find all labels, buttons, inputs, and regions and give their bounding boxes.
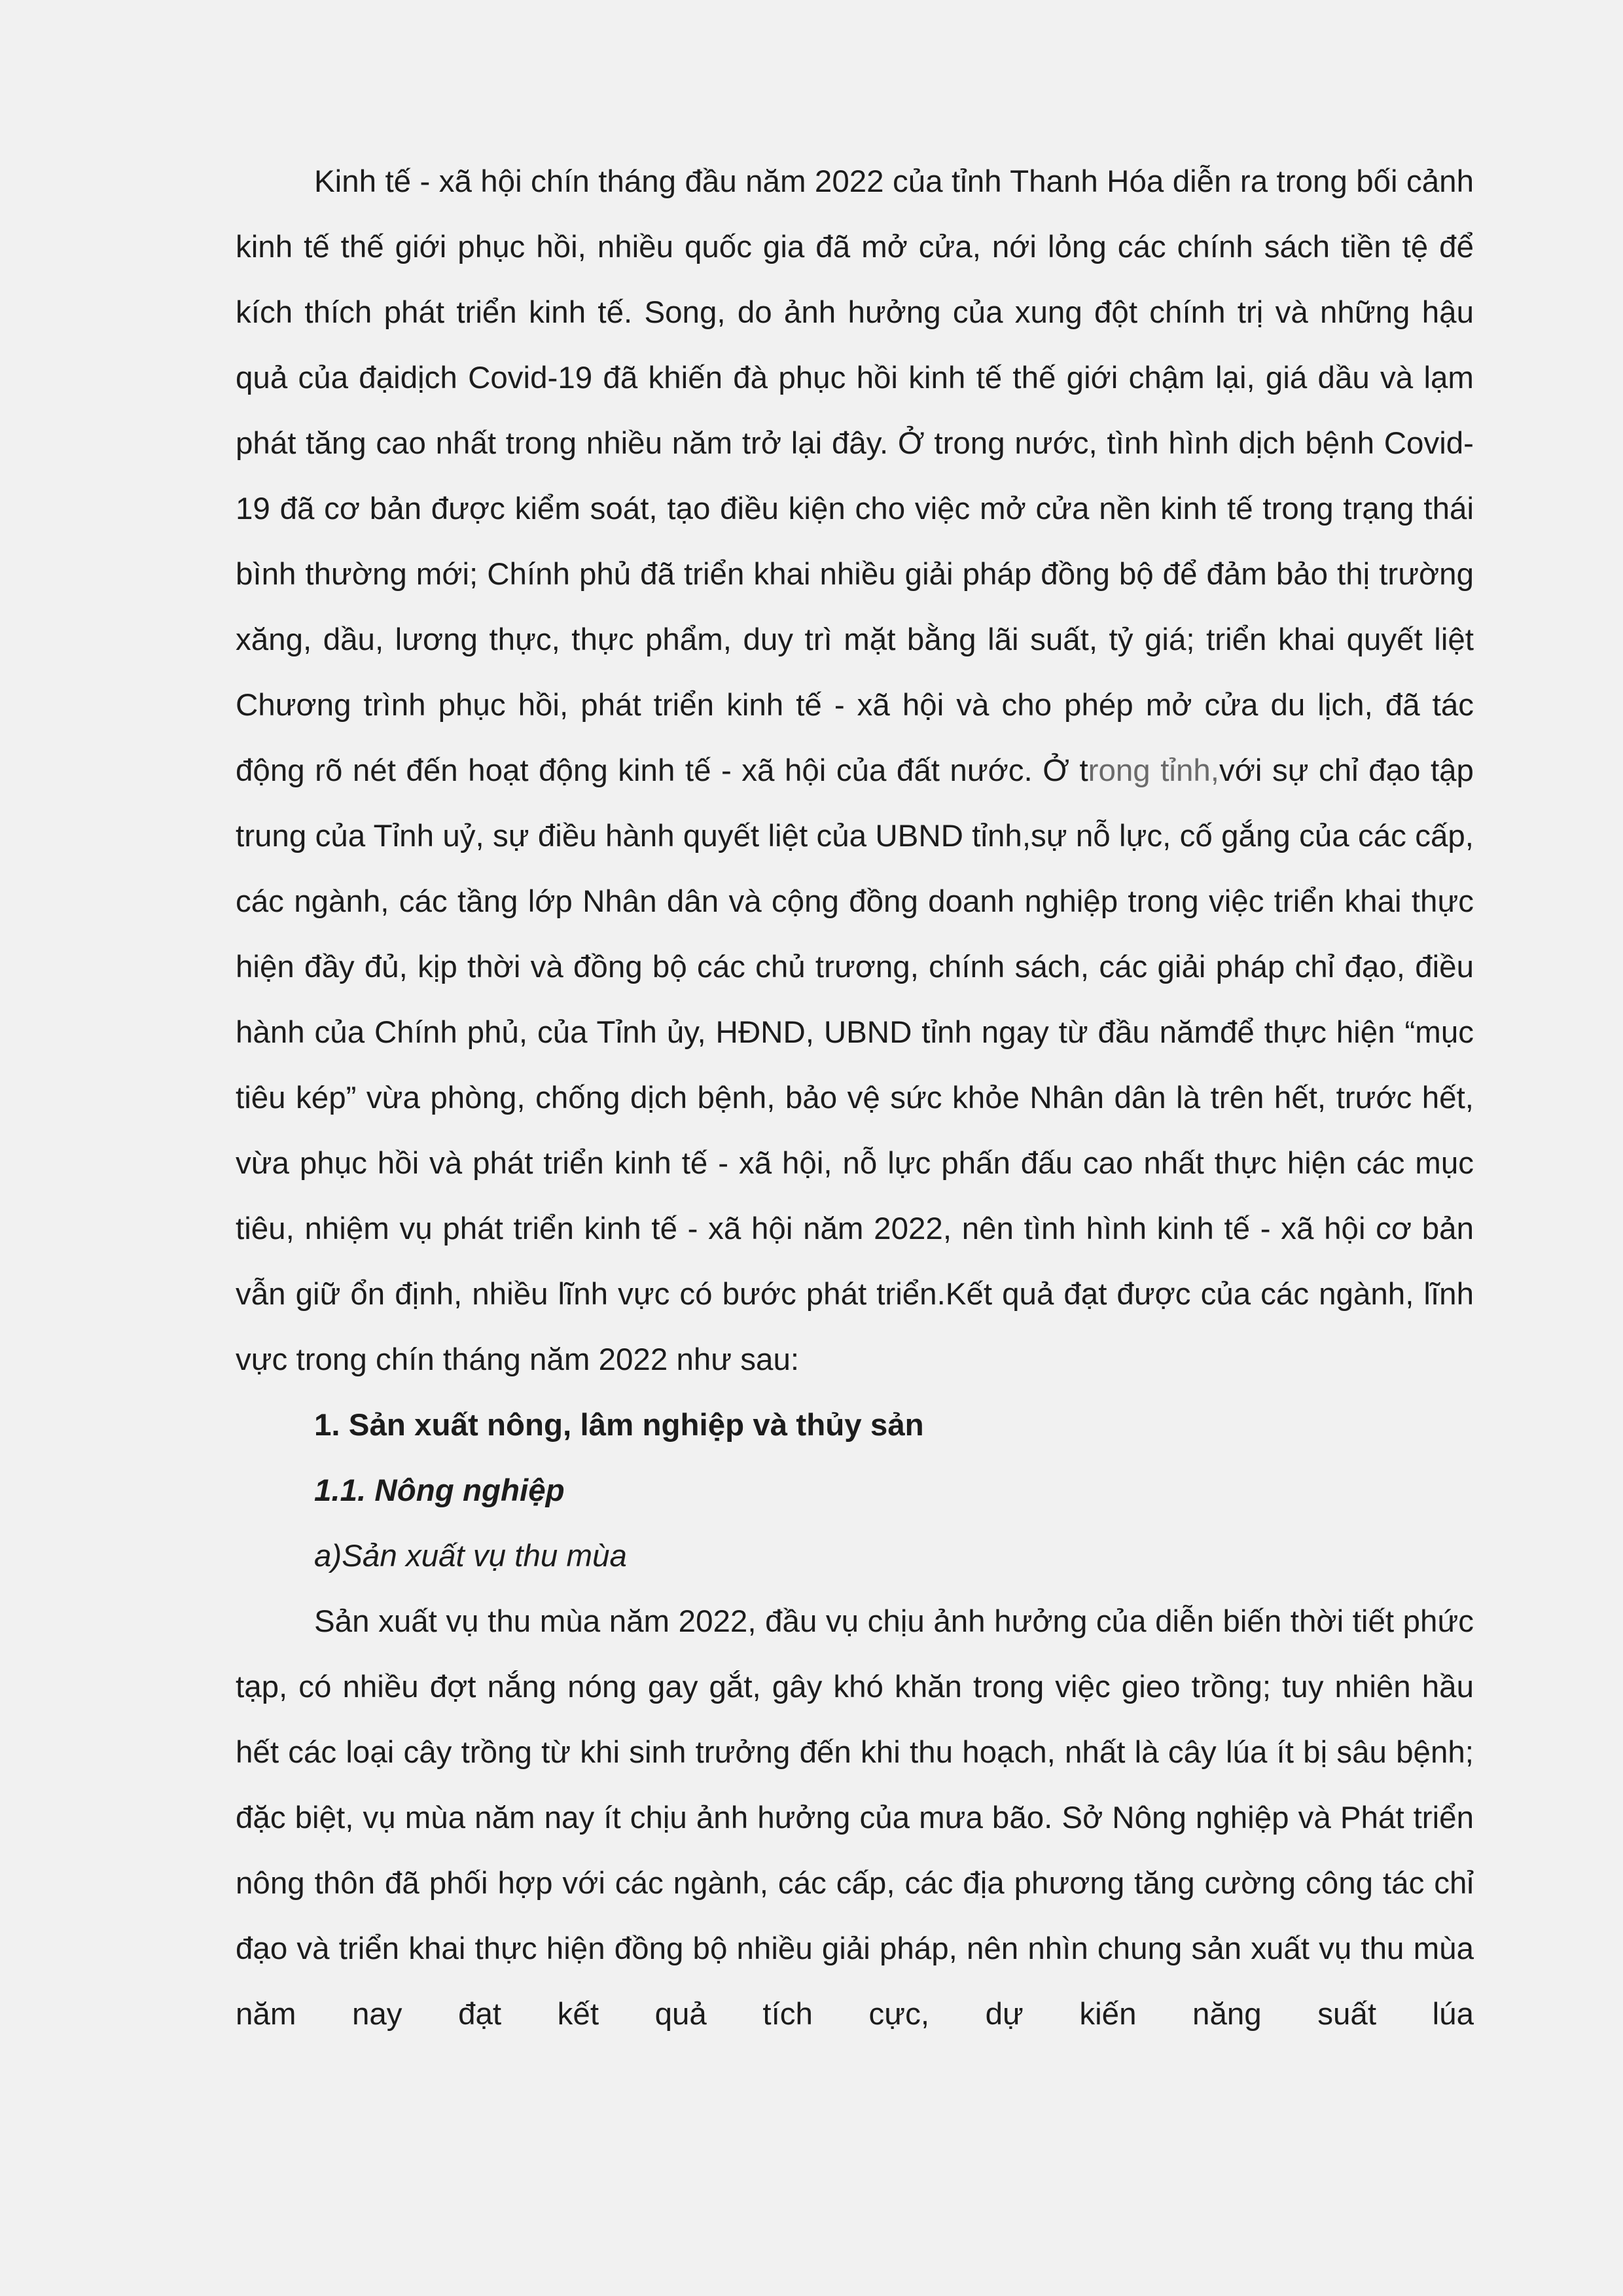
section-1-1-heading: 1.1. Nông nghiệp: [314, 1473, 565, 1508]
intro-paragraph-faded-text: rong tỉnh,: [1088, 753, 1219, 788]
intro-paragraph-part3: với sự chỉ đạo tập trung của Tỉnh uỷ, sự điều hành quyết liệt của UBND tỉnh,sự nỗ lực, cố gắng của các cấp, các ngành, các tầng lớp Nhân dân và cộng đồng doanh nghiệp trong việc triển khai thực hiện đầy đủ, kịp thời và đồng bộ các chủ trương, chính sách, các giải pháp chỉ đạo, điều hành của Chính phủ, của Tỉnh ủy, HĐND, UBND tỉnh ngay từ đầu nămđể thực hiện “mục tiêu kép” vừa phòng, chống dịch bệnh, bảo vệ sức khỏe Nhân dân là trên hết, trước hết, vừa phục hồi và phát triển kinh tế - xã hội, nỗ lực phấn đấu cao nhất thực hiện các mục tiêu, nhiệm vụ phát triển kinh tế - xã hội năm 2022, nên tình hình kinh tế - xã hội cơ bản vẫn giữ ổn định, nhiều lĩnh vực có bước phát triển.Kết quả đạt được của các ngành, lĩnh vực trong chín tháng năm 2022 như sau:: [236, 753, 1474, 1377]
intro-paragraph: [236, 149, 1474, 1393]
document-body: [236, 149, 1474, 2047]
intro-paragraph-part1: Kinh tế - xã hội chín tháng đầu năm 2022 của tỉnh Thanh Hóa diễn ra trong bối cảnh kinh tế thế giới phục hồi, nhiều quốc gia đã mở cửa, nới lỏng các chính sách tiền tệ để kích thích phát triển kinh tế. Song, do ảnh hưởng của xung đột chính trị và những hậu quả của đạidịch Covid-19 đã khiến đà phục hồi kinh tế thế giới chậm lại, giá dầu và lạm phát tăng cao nhất trong nhiều năm trở lại đây. Ở trong nước, tình hình dịch bệnh Covid-19 đã cơ bản được kiểm soát, tạo điều kiện cho việc mở cửa nền kinh tế trong trạng thái bình thường mới; Chính phủ đã triển khai nhiều giải pháp đồng bộ để đảm bảo thị trường xăng, dầu, lương thực, thực phẩm, duy trì mặt bằng lãi suất, tỷ giá; triển khai quyết liệt Chương trình phục hồi, phát triển kinh tế - xã hội và cho phép mở cửa du lịch, đã tác động rõ nét đến hoạt động kinh tế - xã hội của đất nước. Ở t: [236, 164, 1474, 788]
subsection-a-heading: a)Sản xuất vụ thu mùa: [314, 1539, 627, 1573]
section-1-heading: 1. Sản xuất nông, lâm nghiệp và thủy sản: [314, 1408, 924, 1443]
paragraph-2: Sản xuất vụ thu mùa năm 2022, đầu vụ chịu ảnh hưởng của diễn biến thời tiết phức tạp, có nhiều đợt nắng nóng gay gắt, gây khó khăn trong việc gieo trồng; tuy nhiên hầu hết các loại cây trồng từ khi sinh trưởng đến khi thu hoạch, nhất là cây lúa ít bị sâu bệnh; đặc biệt, vụ mùa năm nay ít chịu ảnh hưởng của mưa bão. Sở Nông nghiệp và Phát triển nông thôn đã phối hợp với các ngành, các cấp, các địa phương tăng cường công tác chỉ đạo và triển khai thực hiện đồng bộ nhiều giải pháp, nên nhìn chung sản xuất vụ thu mùa năm nay đạt kết quả tích cực, dự kiến năng suất lúa: [236, 1604, 1474, 2032]
